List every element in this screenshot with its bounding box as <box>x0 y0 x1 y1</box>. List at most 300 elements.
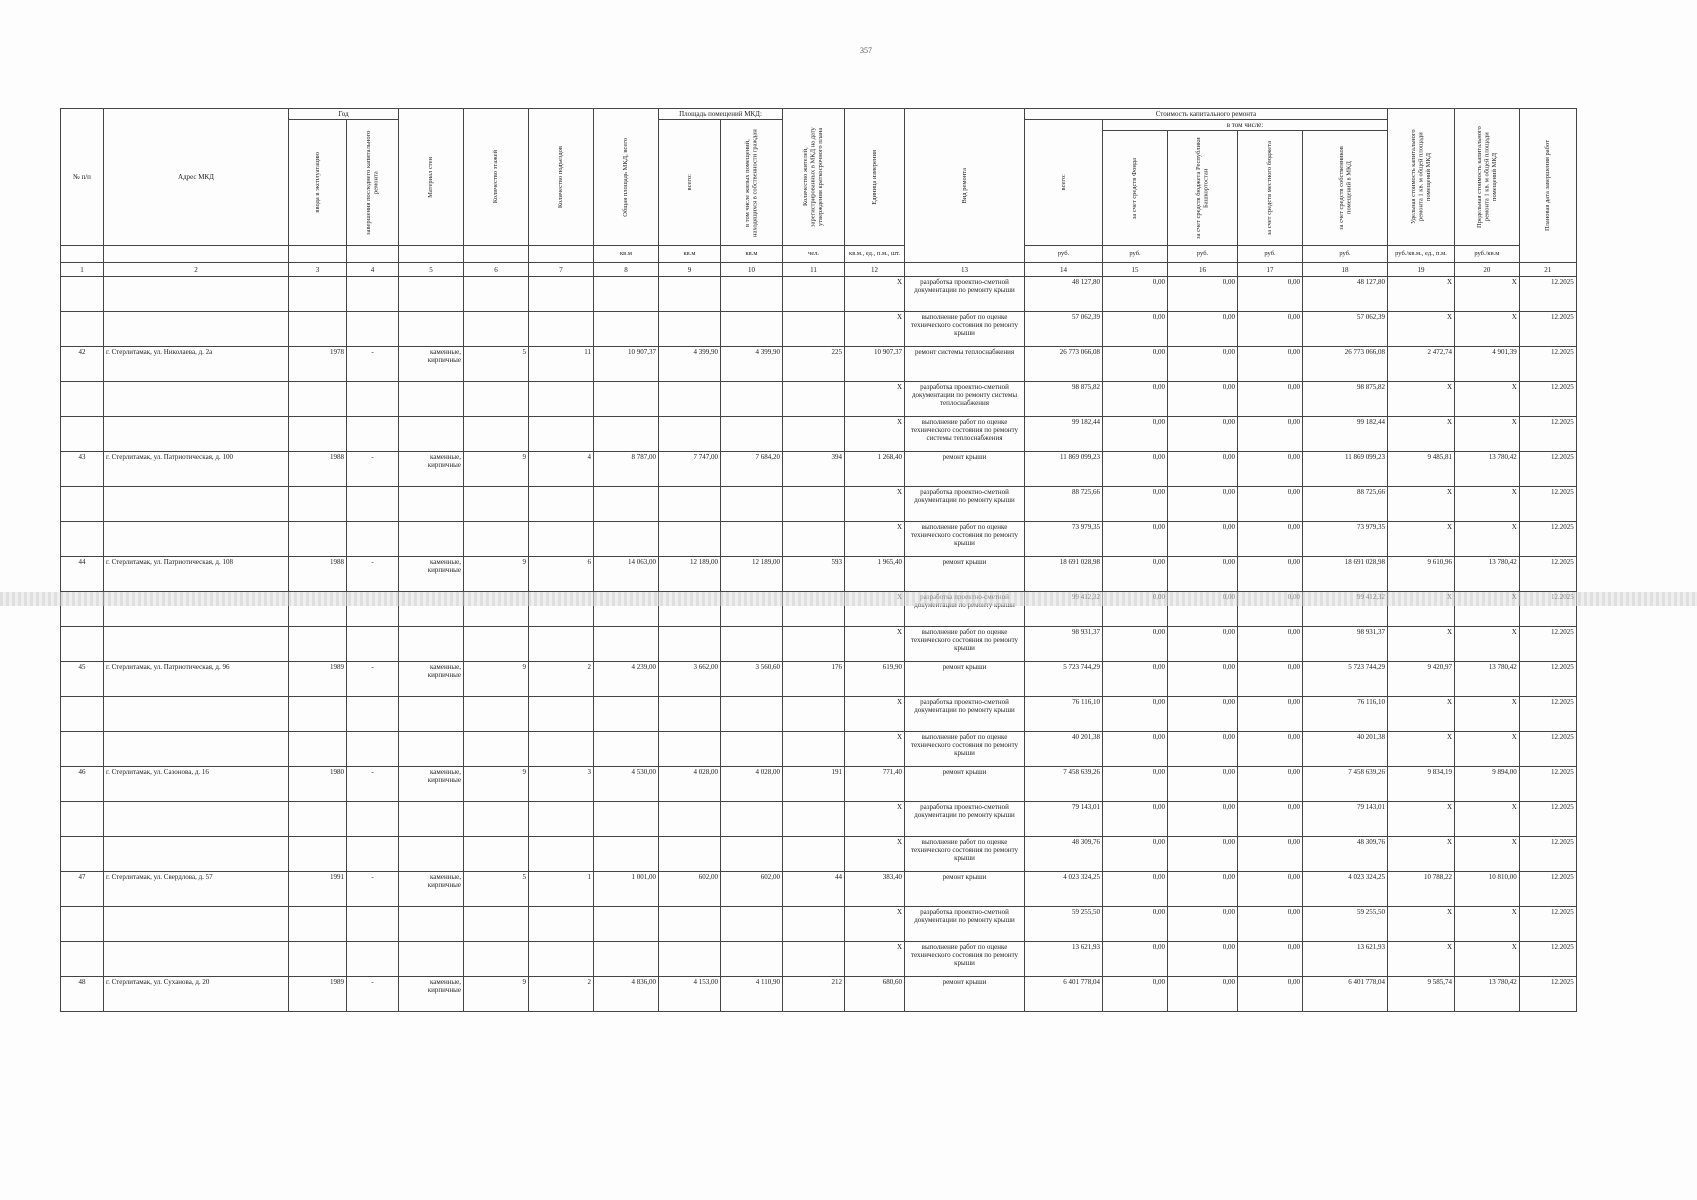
table-cell: разработка проектно-сметной документации по ремонту крыши <box>905 907 1025 942</box>
table-cell: 212 <box>783 977 845 1012</box>
table-cell: 0,00 <box>1238 487 1303 522</box>
table-row <box>61 347 1577 382</box>
table-cell: разработка проектно-сметной документации по ремонту системы теплоснабжения <box>905 382 1025 417</box>
table-cell: 0,00 <box>1238 382 1303 417</box>
table-row <box>61 312 1577 347</box>
table-cell <box>464 312 529 347</box>
table-cell: г. Стерлитамак, ул. Николаева, д. 2а <box>104 347 289 382</box>
table-row <box>61 627 1577 662</box>
table-cell: 0,00 <box>1168 277 1238 312</box>
table-cell: 0,00 <box>1238 767 1303 802</box>
table-cell: 12.2025 <box>1519 872 1576 907</box>
table-cell: X <box>1455 732 1520 767</box>
table-cell: 9 <box>464 452 529 487</box>
table-cell <box>529 837 594 872</box>
table-cell: 12.2025 <box>1519 837 1576 872</box>
table-cell <box>594 277 659 312</box>
table-cell <box>399 837 464 872</box>
table-cell <box>289 522 347 557</box>
table-cell <box>289 907 347 942</box>
units-row <box>61 246 1577 263</box>
col-residents-header: Количество жителей, зарегистрированных в МКД на дату утверждения краткосрочного плана <box>783 109 845 246</box>
table-cell: X <box>1455 522 1520 557</box>
table-cell: X <box>845 802 905 837</box>
table-cell <box>783 382 845 417</box>
table-cell <box>289 312 347 347</box>
col-max-cost-header: Предельная стоимость капитального ремонта 1 кв. м общей площади помещений МКД <box>1455 109 1520 246</box>
table-cell: 18 691 028,98 <box>1025 557 1103 592</box>
table-cell: 59 255,50 <box>1025 907 1103 942</box>
table-row <box>61 907 1577 942</box>
table-cell: 191 <box>783 767 845 802</box>
table-cell <box>347 802 399 837</box>
table-cell <box>399 732 464 767</box>
col-year-last-repair-header: завершения последнего капитального ремонта <box>347 120 399 246</box>
table-cell: - <box>347 977 399 1012</box>
table-cell: ремонт крыши <box>905 977 1025 1012</box>
col-cost-fund-header: за счет средств Фонда <box>1103 131 1168 246</box>
table-cell <box>104 522 289 557</box>
table-cell: 176 <box>783 662 845 697</box>
table-cell: 12.2025 <box>1519 417 1576 452</box>
table-cell: 0,00 <box>1238 522 1303 557</box>
column-number: 21 <box>1519 263 1576 277</box>
table-row <box>61 487 1577 522</box>
table-row <box>61 452 1577 487</box>
table-cell: 3 560,60 <box>721 662 783 697</box>
table-cell: X <box>1388 837 1455 872</box>
col-cost-rb-header: за счет средств бюджета Республики Башкортостан <box>1168 131 1238 246</box>
table-cell: 0,00 <box>1168 697 1238 732</box>
table-cell: X <box>1455 277 1520 312</box>
table-cell <box>529 627 594 662</box>
table-cell: X <box>845 417 905 452</box>
table-cell <box>289 942 347 977</box>
table-cell <box>399 627 464 662</box>
table-row <box>61 732 1577 767</box>
unit-cell: кв.м <box>659 246 721 263</box>
table-cell: 0,00 <box>1168 802 1238 837</box>
table-cell <box>347 627 399 662</box>
table-cell <box>347 732 399 767</box>
table-cell <box>594 907 659 942</box>
table-cell: - <box>347 557 399 592</box>
table-cell: 0,00 <box>1168 942 1238 977</box>
column-number: 3 <box>289 263 347 277</box>
table-cell <box>659 522 721 557</box>
table-cell <box>347 417 399 452</box>
table-cell: 9 420,97 <box>1388 662 1455 697</box>
table-cell <box>659 837 721 872</box>
table-cell <box>594 627 659 662</box>
table-cell: 12.2025 <box>1519 697 1576 732</box>
column-numbers-row <box>61 263 1577 277</box>
table-cell: 13 621,93 <box>1303 942 1388 977</box>
table-cell <box>61 837 104 872</box>
table-cell: 0,00 <box>1103 277 1168 312</box>
table-cell: 0,00 <box>1168 382 1238 417</box>
table-cell: 12.2025 <box>1519 277 1576 312</box>
col-area-group-header: Площадь помещений МКД: <box>659 109 783 120</box>
column-number: 8 <box>594 263 659 277</box>
table-cell <box>104 487 289 522</box>
table-cell: 0,00 <box>1103 802 1168 837</box>
table-cell <box>659 732 721 767</box>
column-number: 12 <box>845 263 905 277</box>
table-cell: 0,00 <box>1168 767 1238 802</box>
table-cell: 4 110,90 <box>721 977 783 1012</box>
table-cell <box>61 487 104 522</box>
table-cell: 1 <box>529 872 594 907</box>
table-cell: 9 585,74 <box>1388 977 1455 1012</box>
table-cell <box>104 627 289 662</box>
table-cell <box>347 382 399 417</box>
table-cell <box>783 277 845 312</box>
table-row <box>61 872 1577 907</box>
col-entrances-header: Количество подъездов <box>529 109 594 246</box>
table-cell <box>347 837 399 872</box>
table-cell: ремонт крыши <box>905 557 1025 592</box>
table-cell: 14 063,00 <box>594 557 659 592</box>
table-row <box>61 417 1577 452</box>
table-cell: 7 458 639,26 <box>1303 767 1388 802</box>
table-cell: ремонт системы теплоснабжения <box>905 347 1025 382</box>
table-cell: выполнение работ по оценке технического состояния по ремонту крыши <box>905 627 1025 662</box>
table-cell: ремонт крыши <box>905 662 1025 697</box>
table-cell <box>721 522 783 557</box>
table-cell: 98 931,37 <box>1303 627 1388 662</box>
table-cell: 9 <box>464 767 529 802</box>
table-cell: 8 787,00 <box>594 452 659 487</box>
table-cell <box>289 802 347 837</box>
column-number: 5 <box>399 263 464 277</box>
table-header <box>61 109 1577 277</box>
table-cell: 9 894,00 <box>1455 767 1520 802</box>
table-cell: 225 <box>783 347 845 382</box>
unit-cell: руб. <box>1238 246 1303 263</box>
table-cell <box>347 907 399 942</box>
table-cell: 0,00 <box>1103 732 1168 767</box>
table-cell: X <box>1388 732 1455 767</box>
table-cell: 5 <box>464 872 529 907</box>
table-cell: 79 143,01 <box>1025 802 1103 837</box>
table-cell: 0,00 <box>1103 522 1168 557</box>
table-cell <box>594 487 659 522</box>
col-cost-owners-header: за счет средств собственников помещений в МКД <box>1303 131 1388 246</box>
table-cell: 771,40 <box>845 767 905 802</box>
table-cell: 0,00 <box>1103 837 1168 872</box>
table-cell: X <box>845 942 905 977</box>
table-cell: 0,00 <box>1238 697 1303 732</box>
table-cell <box>289 837 347 872</box>
table-cell: 7 684,20 <box>721 452 783 487</box>
table-cell: X <box>1455 627 1520 662</box>
table-cell: каменные, кирпичные <box>399 767 464 802</box>
table-cell <box>783 312 845 347</box>
table-cell <box>61 802 104 837</box>
column-number: 15 <box>1103 263 1168 277</box>
table-cell: 9 485,81 <box>1388 452 1455 487</box>
table-cell <box>783 627 845 662</box>
table-cell <box>464 487 529 522</box>
table-cell: 1 001,00 <box>594 872 659 907</box>
table-cell: 1989 <box>289 977 347 1012</box>
table-cell: 0,00 <box>1238 732 1303 767</box>
table-cell <box>529 417 594 452</box>
table-cell <box>61 697 104 732</box>
table-cell: X <box>1455 697 1520 732</box>
table-cell <box>289 697 347 732</box>
table-row <box>61 767 1577 802</box>
table-cell: 0,00 <box>1238 277 1303 312</box>
table-cell: 6 <box>529 557 594 592</box>
table-cell: 57 062,39 <box>1025 312 1103 347</box>
table-cell: 18 691 028,98 <box>1303 557 1388 592</box>
table-cell: 46 <box>61 767 104 802</box>
table-cell <box>399 907 464 942</box>
table-cell: X <box>1455 312 1520 347</box>
table-cell <box>61 942 104 977</box>
column-number: 1 <box>61 263 104 277</box>
table-cell: 4 023 324,25 <box>1303 872 1388 907</box>
unit-cell: руб. <box>1303 246 1388 263</box>
table-cell: 4 <box>529 452 594 487</box>
table-cell: 43 <box>61 452 104 487</box>
table-cell <box>399 312 464 347</box>
table-cell: 12 189,00 <box>659 557 721 592</box>
table-cell: X <box>1388 487 1455 522</box>
table-cell: 13 780,42 <box>1455 452 1520 487</box>
table-cell <box>464 837 529 872</box>
col-unit-cost-header: Удельная стоимость капитального ремонта 1 кв. м общей площади помещений МКД <box>1388 109 1455 246</box>
table-cell <box>61 732 104 767</box>
table-cell <box>659 907 721 942</box>
table-cell: 0,00 <box>1103 627 1168 662</box>
table-cell <box>783 487 845 522</box>
table-cell: выполнение работ по оценке технического состояния по ремонту системы теплоснабжения <box>905 417 1025 452</box>
table-cell <box>104 382 289 417</box>
table-cell: 98 875,82 <box>1303 382 1388 417</box>
table-cell: - <box>347 872 399 907</box>
table-cell: 0,00 <box>1168 977 1238 1012</box>
table-cell: 5 <box>464 347 529 382</box>
table-cell <box>399 382 464 417</box>
table-cell: 12.2025 <box>1519 942 1576 977</box>
table-cell: X <box>1388 627 1455 662</box>
table-cell: выполнение работ по оценке технического состояния по ремонту крыши <box>905 942 1025 977</box>
table-cell: 0,00 <box>1168 522 1238 557</box>
table-cell <box>347 697 399 732</box>
table-cell: 7 747,00 <box>659 452 721 487</box>
table-cell: 6 401 778,04 <box>1025 977 1103 1012</box>
table-cell <box>721 802 783 837</box>
table-row <box>61 382 1577 417</box>
table-cell: X <box>1455 417 1520 452</box>
table-cell: 99 182,44 <box>1025 417 1103 452</box>
table-cell: г. Стерлитамак, ул. Суханова, д. 20 <box>104 977 289 1012</box>
table-cell: ремонт крыши <box>905 872 1025 907</box>
table-cell: 602,00 <box>659 872 721 907</box>
table-cell: 5 723 744,29 <box>1303 662 1388 697</box>
table-cell <box>464 802 529 837</box>
table-cell: 1978 <box>289 347 347 382</box>
table-cell: 26 773 066,08 <box>1025 347 1103 382</box>
unit-cell: чел. <box>783 246 845 263</box>
table-cell: 4 530,00 <box>594 767 659 802</box>
table-cell: 0,00 <box>1238 452 1303 487</box>
table-cell: каменные, кирпичные <box>399 557 464 592</box>
column-number: 4 <box>347 263 399 277</box>
table-cell <box>104 942 289 977</box>
table-cell <box>347 942 399 977</box>
col-floors-header: Количество этажей <box>464 109 529 246</box>
table-cell: X <box>845 732 905 767</box>
table-cell: 12.2025 <box>1519 347 1576 382</box>
table-cell <box>464 627 529 662</box>
table-cell: 0,00 <box>1238 557 1303 592</box>
table-cell: 1988 <box>289 557 347 592</box>
table-cell: г. Стерлитамак, ул. Патриотическая, д. 108 <box>104 557 289 592</box>
table-cell <box>659 802 721 837</box>
table-cell: 2 472,74 <box>1388 347 1455 382</box>
table-cell: каменные, кирпичные <box>399 347 464 382</box>
table-cell: 12.2025 <box>1519 802 1576 837</box>
table-cell <box>464 697 529 732</box>
table-cell: 0,00 <box>1103 487 1168 522</box>
table-cell <box>104 277 289 312</box>
table-cell: 0,00 <box>1238 627 1303 662</box>
table-row <box>61 522 1577 557</box>
table-cell: X <box>1455 907 1520 942</box>
table-cell: 0,00 <box>1168 452 1238 487</box>
table-cell: 7 458 639,26 <box>1025 767 1103 802</box>
table-cell <box>104 732 289 767</box>
table-cell <box>721 417 783 452</box>
table-cell: 3 662,00 <box>659 662 721 697</box>
table-cell <box>659 627 721 662</box>
table-cell: 10 810,00 <box>1455 872 1520 907</box>
table-cell <box>61 312 104 347</box>
table-cell: X <box>1455 802 1520 837</box>
col-cost-group-header: Стоимость капитального ремонта <box>1025 109 1388 120</box>
table-cell: 0,00 <box>1168 557 1238 592</box>
table-cell: 0,00 <box>1168 312 1238 347</box>
table-cell: 1 268,40 <box>845 452 905 487</box>
unit-cell: руб./кв.м <box>1455 246 1520 263</box>
table-row <box>61 277 1577 312</box>
col-deadline-header: Плановая дата завершения работ <box>1519 109 1576 263</box>
table-cell <box>529 942 594 977</box>
table-cell: 59 255,50 <box>1303 907 1388 942</box>
table-cell <box>61 417 104 452</box>
table-cell: 0,00 <box>1103 697 1168 732</box>
table-cell <box>721 732 783 767</box>
table-cell: выполнение работ по оценке технического состояния по ремонту крыши <box>905 522 1025 557</box>
table-cell: 0,00 <box>1168 347 1238 382</box>
table-cell: ремонт крыши <box>905 767 1025 802</box>
table-cell: 11 869 099,23 <box>1303 452 1388 487</box>
unit-cell: руб. <box>1025 246 1103 263</box>
table-cell <box>529 312 594 347</box>
table-cell: 1989 <box>289 662 347 697</box>
table-cell: 602,00 <box>721 872 783 907</box>
table-cell: 12.2025 <box>1519 382 1576 417</box>
table-cell: г. Стерлитамак, ул. Патриотическая, д. 100 <box>104 452 289 487</box>
table-cell: 48 <box>61 977 104 1012</box>
table-cell <box>399 487 464 522</box>
table-body <box>61 277 1577 1012</box>
table-cell: - <box>347 347 399 382</box>
table-cell: 13 621,93 <box>1025 942 1103 977</box>
table-cell: 0,00 <box>1103 942 1168 977</box>
table-cell: 0,00 <box>1103 347 1168 382</box>
table-cell: 12.2025 <box>1519 487 1576 522</box>
table-cell: X <box>845 312 905 347</box>
table-row <box>61 942 1577 977</box>
table-cell <box>464 277 529 312</box>
table-cell <box>529 522 594 557</box>
table-cell: X <box>845 627 905 662</box>
table-cell: 680,60 <box>845 977 905 1012</box>
table-cell <box>399 942 464 977</box>
table-cell <box>783 417 845 452</box>
table-cell: 0,00 <box>1238 347 1303 382</box>
table-cell: 593 <box>783 557 845 592</box>
table-cell: 0,00 <box>1168 872 1238 907</box>
table-cell: 98 931,37 <box>1025 627 1103 662</box>
table-cell <box>399 522 464 557</box>
table-cell: 57 062,39 <box>1303 312 1388 347</box>
table-cell: выполнение работ по оценке технического состояния по ремонту крыши <box>905 312 1025 347</box>
table-cell: 6 401 778,04 <box>1303 977 1388 1012</box>
col-year-group-header: Год <box>289 109 399 120</box>
table-cell: 9 <box>464 557 529 592</box>
table-cell: 99 182,44 <box>1303 417 1388 452</box>
table-cell: 394 <box>783 452 845 487</box>
table-cell: 0,00 <box>1103 382 1168 417</box>
table-cell: г. Стерлитамак, ул. Сазонова, д. 16 <box>104 767 289 802</box>
table-cell: 0,00 <box>1168 837 1238 872</box>
table-cell: 0,00 <box>1103 452 1168 487</box>
table-cell: 88 725,66 <box>1025 487 1103 522</box>
table-cell: X <box>845 487 905 522</box>
column-number: 13 <box>905 263 1025 277</box>
table-cell: 3 <box>529 767 594 802</box>
table-cell: 76 116,10 <box>1303 697 1388 732</box>
table-cell <box>61 382 104 417</box>
table-cell <box>594 942 659 977</box>
table-cell: 47 <box>61 872 104 907</box>
table-cell: 4 153,00 <box>659 977 721 1012</box>
table-cell: X <box>1388 417 1455 452</box>
table-row <box>61 557 1577 592</box>
table-cell: 12.2025 <box>1519 767 1576 802</box>
table-cell <box>61 522 104 557</box>
column-number: 9 <box>659 263 721 277</box>
table-cell: 0,00 <box>1103 907 1168 942</box>
table-cell <box>721 277 783 312</box>
table-cell: 0,00 <box>1238 907 1303 942</box>
col-cost-total-header: всего: <box>1025 120 1103 246</box>
table-cell <box>347 312 399 347</box>
table-cell <box>594 522 659 557</box>
table-row <box>61 977 1577 1012</box>
table-cell: каменные, кирпичные <box>399 872 464 907</box>
table-cell <box>529 382 594 417</box>
table-cell: 0,00 <box>1103 977 1168 1012</box>
table-cell: каменные, кирпичные <box>399 977 464 1012</box>
table-cell <box>104 417 289 452</box>
